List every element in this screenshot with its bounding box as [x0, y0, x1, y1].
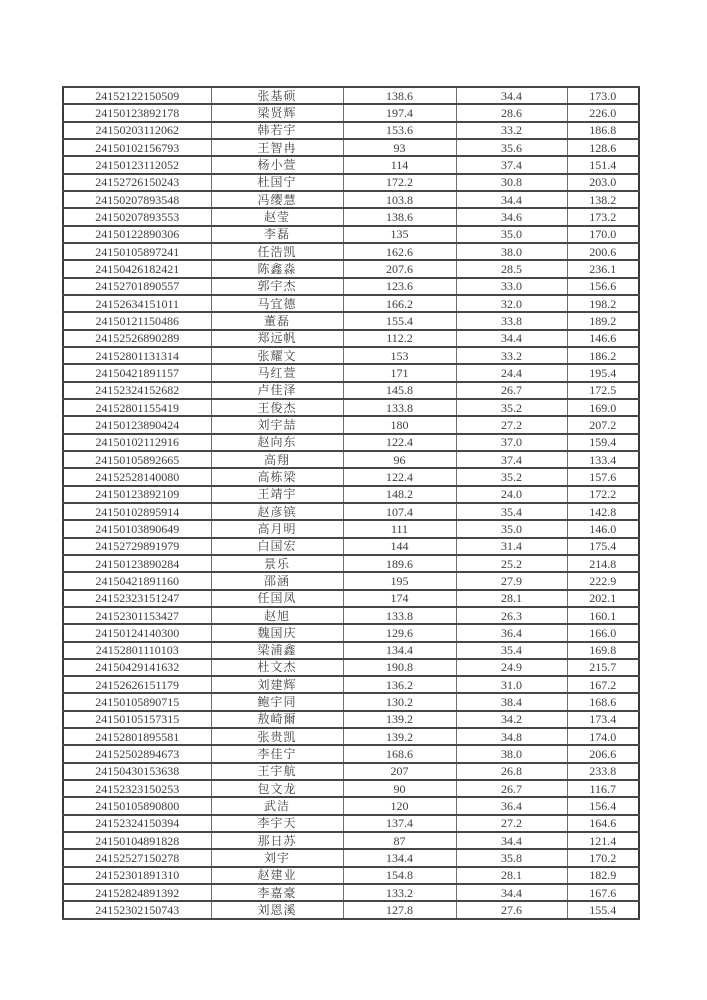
table-row — [63, 901, 639, 919]
table-row — [63, 139, 639, 156]
total-score-cell: 156.6 — [567, 278, 639, 295]
written-score-cell: 153.6 — [343, 122, 456, 139]
table-row — [63, 642, 639, 659]
candidate-name-cell: 景乐 — [211, 555, 343, 572]
written-score-cell: 166.2 — [343, 295, 456, 312]
candidate-id-cell: 24152701890557 — [63, 278, 211, 295]
written-score-cell: 103.8 — [343, 191, 456, 208]
total-score-cell: 155.4 — [567, 901, 639, 919]
total-score-cell: 156.4 — [567, 797, 639, 814]
secondary-score-cell: 35.0 — [456, 226, 567, 243]
written-score-cell: 197.4 — [343, 104, 456, 121]
secondary-score-cell: 31.0 — [456, 676, 567, 693]
candidate-name-cell: 梁浦鑫 — [211, 642, 343, 659]
written-score-cell: 139.2 — [343, 728, 456, 745]
candidate-id-cell: 24150105897241 — [63, 243, 211, 260]
secondary-score-cell: 33.0 — [456, 278, 567, 295]
table-row — [63, 572, 639, 589]
table-row — [63, 174, 639, 191]
total-score-cell: 233.8 — [567, 763, 639, 780]
total-score-cell: 172.5 — [567, 382, 639, 399]
candidate-id-cell: 24150430153638 — [63, 763, 211, 780]
table-row — [63, 260, 639, 277]
total-score-cell: 164.6 — [567, 815, 639, 832]
candidate-name-cell: 李磊 — [211, 226, 343, 243]
candidate-id-cell: 24150123892109 — [63, 486, 211, 503]
candidate-name-cell: 李嘉豪 — [211, 884, 343, 901]
total-score-cell: 170.0 — [567, 226, 639, 243]
table-row — [63, 503, 639, 520]
candidate-id-cell: 24150421891157 — [63, 364, 211, 381]
table-row — [63, 87, 639, 104]
written-score-cell: 189.6 — [343, 555, 456, 572]
total-score-cell: 173.4 — [567, 711, 639, 728]
candidate-id-cell: 24152801110103 — [63, 642, 211, 659]
total-score-cell: 174.0 — [567, 728, 639, 745]
total-score-cell: 189.2 — [567, 312, 639, 329]
table-row — [63, 624, 639, 641]
written-score-cell: 123.6 — [343, 278, 456, 295]
total-score-cell: 198.2 — [567, 295, 639, 312]
secondary-score-cell: 35.8 — [456, 849, 567, 866]
secondary-score-cell: 27.6 — [456, 901, 567, 919]
secondary-score-cell: 33.2 — [456, 122, 567, 139]
secondary-score-cell: 26.7 — [456, 382, 567, 399]
table-row — [63, 399, 639, 416]
written-score-cell: 145.8 — [343, 382, 456, 399]
written-score-cell: 133.8 — [343, 607, 456, 624]
table-row — [63, 780, 639, 797]
total-score-cell: 146.6 — [567, 330, 639, 347]
candidate-name-cell: 冯缨慧 — [211, 191, 343, 208]
table-row — [63, 312, 639, 329]
total-score-cell: 200.6 — [567, 243, 639, 260]
table-row — [63, 520, 639, 537]
secondary-score-cell: 28.5 — [456, 260, 567, 277]
table-row — [63, 711, 639, 728]
written-score-cell: 134.4 — [343, 849, 456, 866]
candidate-id-cell: 24152323150253 — [63, 780, 211, 797]
candidate-name-cell: 王俊杰 — [211, 399, 343, 416]
secondary-score-cell: 34.6 — [456, 208, 567, 225]
written-score-cell: 136.2 — [343, 676, 456, 693]
candidate-name-cell: 张基硕 — [211, 87, 343, 104]
table-row — [63, 295, 639, 312]
total-score-cell: 202.1 — [567, 590, 639, 607]
candidate-id-cell: 24150207893548 — [63, 191, 211, 208]
total-score-cell: 167.6 — [567, 884, 639, 901]
total-score-cell: 160.1 — [567, 607, 639, 624]
table-row — [63, 607, 639, 624]
written-score-cell: 168.6 — [343, 745, 456, 762]
table-row — [63, 590, 639, 607]
candidate-id-cell: 24152824891392 — [63, 884, 211, 901]
candidate-id-cell: 24150102156793 — [63, 139, 211, 156]
table-row — [63, 243, 639, 260]
written-score-cell: 90 — [343, 780, 456, 797]
secondary-score-cell: 27.9 — [456, 572, 567, 589]
written-score-cell: 172.2 — [343, 174, 456, 191]
secondary-score-cell: 34.4 — [456, 832, 567, 849]
candidate-id-cell: 24152801155419 — [63, 399, 211, 416]
candidate-name-cell: 陈鑫淼 — [211, 260, 343, 277]
candidate-id-cell: 24152726150243 — [63, 174, 211, 191]
total-score-cell: 172.2 — [567, 486, 639, 503]
total-score-cell: 214.8 — [567, 555, 639, 572]
secondary-score-cell: 24.9 — [456, 659, 567, 676]
table-row — [63, 416, 639, 433]
total-score-cell: 175.4 — [567, 538, 639, 555]
written-score-cell: 180 — [343, 416, 456, 433]
candidate-id-cell: 24150123890424 — [63, 416, 211, 433]
secondary-score-cell: 35.0 — [456, 520, 567, 537]
candidate-name-cell: 马红萱 — [211, 364, 343, 381]
secondary-score-cell: 34.4 — [456, 884, 567, 901]
candidate-name-cell: 高月明 — [211, 520, 343, 537]
candidate-name-cell: 张耀文 — [211, 347, 343, 364]
written-score-cell: 93 — [343, 139, 456, 156]
candidate-name-cell: 任浩凯 — [211, 243, 343, 260]
total-score-cell: 173.2 — [567, 208, 639, 225]
candidate-id-cell: 24152324150394 — [63, 815, 211, 832]
table-row — [63, 693, 639, 710]
total-score-cell: 173.0 — [567, 87, 639, 104]
candidate-name-cell: 那日苏 — [211, 832, 343, 849]
table-row — [63, 745, 639, 762]
table-row — [63, 728, 639, 745]
table-row — [63, 763, 639, 780]
secondary-score-cell: 31.4 — [456, 538, 567, 555]
candidate-name-cell: 杜国宁 — [211, 174, 343, 191]
written-score-cell: 138.6 — [343, 208, 456, 225]
candidate-name-cell: 赵彦镔 — [211, 503, 343, 520]
candidate-id-cell: 24152526890289 — [63, 330, 211, 347]
total-score-cell: 133.4 — [567, 451, 639, 468]
candidate-name-cell: 赵建业 — [211, 867, 343, 884]
written-score-cell: 153 — [343, 347, 456, 364]
candidate-id-cell: 24152301153427 — [63, 607, 211, 624]
total-score-cell: 116.7 — [567, 780, 639, 797]
total-score-cell: 167.2 — [567, 676, 639, 693]
secondary-score-cell: 24.4 — [456, 364, 567, 381]
table-row — [63, 486, 639, 503]
candidate-name-cell: 李宇天 — [211, 815, 343, 832]
secondary-score-cell: 37.4 — [456, 451, 567, 468]
written-score-cell: 174 — [343, 590, 456, 607]
secondary-score-cell: 37.0 — [456, 434, 567, 451]
secondary-score-cell: 27.2 — [456, 416, 567, 433]
candidate-id-cell: 24152801895581 — [63, 728, 211, 745]
secondary-score-cell: 28.1 — [456, 590, 567, 607]
secondary-score-cell: 24.0 — [456, 486, 567, 503]
written-score-cell: 138.6 — [343, 87, 456, 104]
written-score-cell: 171 — [343, 364, 456, 381]
candidate-name-cell: 高翔 — [211, 451, 343, 468]
candidate-id-cell: 24150203112062 — [63, 122, 211, 139]
candidate-name-cell: 任国凤 — [211, 590, 343, 607]
candidate-name-cell: 刘宇喆 — [211, 416, 343, 433]
candidate-name-cell: 白国宏 — [211, 538, 343, 555]
secondary-score-cell: 33.8 — [456, 312, 567, 329]
written-score-cell: 107.4 — [343, 503, 456, 520]
candidate-name-cell: 高栋梁 — [211, 468, 343, 485]
secondary-score-cell: 34.4 — [456, 87, 567, 104]
candidate-name-cell: 卢佳泽 — [211, 382, 343, 399]
candidate-name-cell: 刘宇 — [211, 849, 343, 866]
total-score-cell: 182.9 — [567, 867, 639, 884]
written-score-cell: 133.2 — [343, 884, 456, 901]
total-score-cell: 203.0 — [567, 174, 639, 191]
candidate-id-cell: 24152527150278 — [63, 849, 211, 866]
candidate-id-cell: 24152302150743 — [63, 901, 211, 919]
total-score-cell: 236.1 — [567, 260, 639, 277]
secondary-score-cell: 35.4 — [456, 642, 567, 659]
written-score-cell: 207.6 — [343, 260, 456, 277]
candidate-name-cell: 赵莹 — [211, 208, 343, 225]
total-score-cell: 138.2 — [567, 191, 639, 208]
table-row — [63, 122, 639, 139]
table-row — [63, 451, 639, 468]
candidate-name-cell: 邵涵 — [211, 572, 343, 589]
secondary-score-cell: 34.4 — [456, 191, 567, 208]
candidate-name-cell: 包文龙 — [211, 780, 343, 797]
candidate-name-cell: 刘恩溪 — [211, 901, 343, 919]
written-score-cell: 129.6 — [343, 624, 456, 641]
candidate-id-cell: 24150105892665 — [63, 451, 211, 468]
secondary-score-cell: 27.2 — [456, 815, 567, 832]
candidate-id-cell: 24150122890306 — [63, 226, 211, 243]
written-score-cell: 137.4 — [343, 815, 456, 832]
secondary-score-cell: 36.4 — [456, 624, 567, 641]
table-row — [63, 676, 639, 693]
total-score-cell: 226.0 — [567, 104, 639, 121]
candidate-name-cell: 郑远帆 — [211, 330, 343, 347]
candidate-id-cell: 24152122150509 — [63, 87, 211, 104]
written-score-cell: 87 — [343, 832, 456, 849]
candidate-id-cell: 24150102112916 — [63, 434, 211, 451]
table-row — [63, 867, 639, 884]
total-score-cell: 170.2 — [567, 849, 639, 866]
candidate-name-cell: 刘建辉 — [211, 676, 343, 693]
written-score-cell: 135 — [343, 226, 456, 243]
written-score-cell: 112.2 — [343, 330, 456, 347]
secondary-score-cell: 35.6 — [456, 139, 567, 156]
candidate-name-cell: 魏国庆 — [211, 624, 343, 641]
written-score-cell: 195 — [343, 572, 456, 589]
candidate-id-cell: 24152634151011 — [63, 295, 211, 312]
candidate-name-cell: 鲍宇同 — [211, 693, 343, 710]
table-row — [63, 278, 639, 295]
secondary-score-cell: 35.4 — [456, 503, 567, 520]
total-score-cell: 159.4 — [567, 434, 639, 451]
written-score-cell: 122.4 — [343, 468, 456, 485]
total-score-cell: 186.2 — [567, 347, 639, 364]
candidate-name-cell: 赵向东 — [211, 434, 343, 451]
candidate-id-cell: 24150105890800 — [63, 797, 211, 814]
candidate-name-cell: 王智冉 — [211, 139, 343, 156]
total-score-cell: 215.7 — [567, 659, 639, 676]
candidate-id-cell: 24152528140080 — [63, 468, 211, 485]
candidate-id-cell: 24150207893553 — [63, 208, 211, 225]
total-score-cell: 222.9 — [567, 572, 639, 589]
secondary-score-cell: 26.7 — [456, 780, 567, 797]
secondary-score-cell: 34.4 — [456, 330, 567, 347]
secondary-score-cell: 38.4 — [456, 693, 567, 710]
candidate-name-cell: 敖崎爾 — [211, 711, 343, 728]
candidate-id-cell: 24152324152682 — [63, 382, 211, 399]
written-score-cell: 162.6 — [343, 243, 456, 260]
table-row — [63, 347, 639, 364]
total-score-cell: 195.4 — [567, 364, 639, 381]
candidate-name-cell: 杜文杰 — [211, 659, 343, 676]
secondary-score-cell: 37.4 — [456, 156, 567, 173]
written-score-cell: 133.8 — [343, 399, 456, 416]
secondary-score-cell: 35.2 — [456, 468, 567, 485]
table-row — [63, 884, 639, 901]
total-score-cell: 146.0 — [567, 520, 639, 537]
candidate-id-cell: 24150123890284 — [63, 555, 211, 572]
table-row — [63, 191, 639, 208]
candidate-id-cell: 24152801131314 — [63, 347, 211, 364]
secondary-score-cell: 38.0 — [456, 243, 567, 260]
table-row — [63, 364, 639, 381]
total-score-cell: 142.8 — [567, 503, 639, 520]
secondary-score-cell: 28.1 — [456, 867, 567, 884]
total-score-cell: 207.2 — [567, 416, 639, 433]
candidate-name-cell: 张贵凯 — [211, 728, 343, 745]
written-score-cell: 190.8 — [343, 659, 456, 676]
table-row — [63, 382, 639, 399]
table-row — [63, 434, 639, 451]
candidate-id-cell: 24152626151179 — [63, 676, 211, 693]
written-score-cell: 114 — [343, 156, 456, 173]
written-score-cell: 134.4 — [343, 642, 456, 659]
total-score-cell: 186.8 — [567, 122, 639, 139]
secondary-score-cell: 32.0 — [456, 295, 567, 312]
table-row — [63, 208, 639, 225]
total-score-cell: 128.6 — [567, 139, 639, 156]
total-score-cell: 151.4 — [567, 156, 639, 173]
written-score-cell: 154.8 — [343, 867, 456, 884]
candidate-name-cell: 李佳宁 — [211, 745, 343, 762]
written-score-cell: 96 — [343, 451, 456, 468]
secondary-score-cell: 25.2 — [456, 555, 567, 572]
candidate-id-cell: 24150123892178 — [63, 104, 211, 121]
total-score-cell: 157.6 — [567, 468, 639, 485]
secondary-score-cell: 38.0 — [456, 745, 567, 762]
written-score-cell: 144 — [343, 538, 456, 555]
total-score-cell: 169.8 — [567, 642, 639, 659]
candidate-id-cell: 24152323151247 — [63, 590, 211, 607]
table-row — [63, 468, 639, 485]
candidate-id-cell: 24150429141632 — [63, 659, 211, 676]
candidate-name-cell: 马宜德 — [211, 295, 343, 312]
secondary-score-cell: 34.8 — [456, 728, 567, 745]
table-row — [63, 104, 639, 121]
table-row — [63, 849, 639, 866]
written-score-cell: 130.2 — [343, 693, 456, 710]
table-row — [63, 555, 639, 572]
secondary-score-cell: 35.2 — [456, 399, 567, 416]
candidate-id-cell: 24150104891828 — [63, 832, 211, 849]
candidate-name-cell: 赵旭 — [211, 607, 343, 624]
candidate-id-cell: 24150105157315 — [63, 711, 211, 728]
candidate-id-cell: 24150121150486 — [63, 312, 211, 329]
candidate-name-cell: 董磊 — [211, 312, 343, 329]
total-score-cell: 206.6 — [567, 745, 639, 762]
table-row — [63, 832, 639, 849]
table-row — [63, 226, 639, 243]
candidate-name-cell: 韩若宇 — [211, 122, 343, 139]
written-score-cell: 111 — [343, 520, 456, 537]
total-score-cell: 166.0 — [567, 624, 639, 641]
secondary-score-cell: 36.4 — [456, 797, 567, 814]
written-score-cell: 122.4 — [343, 434, 456, 451]
written-score-cell: 139.2 — [343, 711, 456, 728]
secondary-score-cell: 26.8 — [456, 763, 567, 780]
table-row — [63, 330, 639, 347]
candidate-name-cell: 杨小萱 — [211, 156, 343, 173]
table-row — [63, 797, 639, 814]
written-score-cell: 155.4 — [343, 312, 456, 329]
secondary-score-cell: 26.3 — [456, 607, 567, 624]
total-score-cell: 121.4 — [567, 832, 639, 849]
candidate-name-cell: 王宇航 — [211, 763, 343, 780]
candidate-id-cell: 24152301891310 — [63, 867, 211, 884]
table-row — [63, 659, 639, 676]
written-score-cell: 148.2 — [343, 486, 456, 503]
candidate-name-cell: 王靖宇 — [211, 486, 343, 503]
secondary-score-cell: 28.6 — [456, 104, 567, 121]
candidate-id-cell: 24150105890715 — [63, 693, 211, 710]
secondary-score-cell: 33.2 — [456, 347, 567, 364]
candidate-id-cell: 24152729891979 — [63, 538, 211, 555]
candidate-id-cell: 24152502894673 — [63, 745, 211, 762]
candidate-name-cell: 武洁 — [211, 797, 343, 814]
candidate-name-cell: 梁贤辉 — [211, 104, 343, 121]
secondary-score-cell: 34.2 — [456, 711, 567, 728]
table-row — [63, 815, 639, 832]
table-row — [63, 156, 639, 173]
written-score-cell: 120 — [343, 797, 456, 814]
candidate-id-cell: 24150426182421 — [63, 260, 211, 277]
candidate-id-cell: 24150123112052 — [63, 156, 211, 173]
candidate-id-cell: 24150421891160 — [63, 572, 211, 589]
secondary-score-cell: 30.8 — [456, 174, 567, 191]
written-score-cell: 207 — [343, 763, 456, 780]
score-table — [62, 86, 640, 920]
total-score-cell: 168.6 — [567, 693, 639, 710]
candidate-id-cell: 24150102895914 — [63, 503, 211, 520]
written-score-cell: 127.8 — [343, 901, 456, 919]
candidate-id-cell: 24150103890649 — [63, 520, 211, 537]
total-score-cell: 169.0 — [567, 399, 639, 416]
table-row — [63, 538, 639, 555]
candidate-name-cell: 郭宇杰 — [211, 278, 343, 295]
candidate-id-cell: 24150124140300 — [63, 624, 211, 641]
